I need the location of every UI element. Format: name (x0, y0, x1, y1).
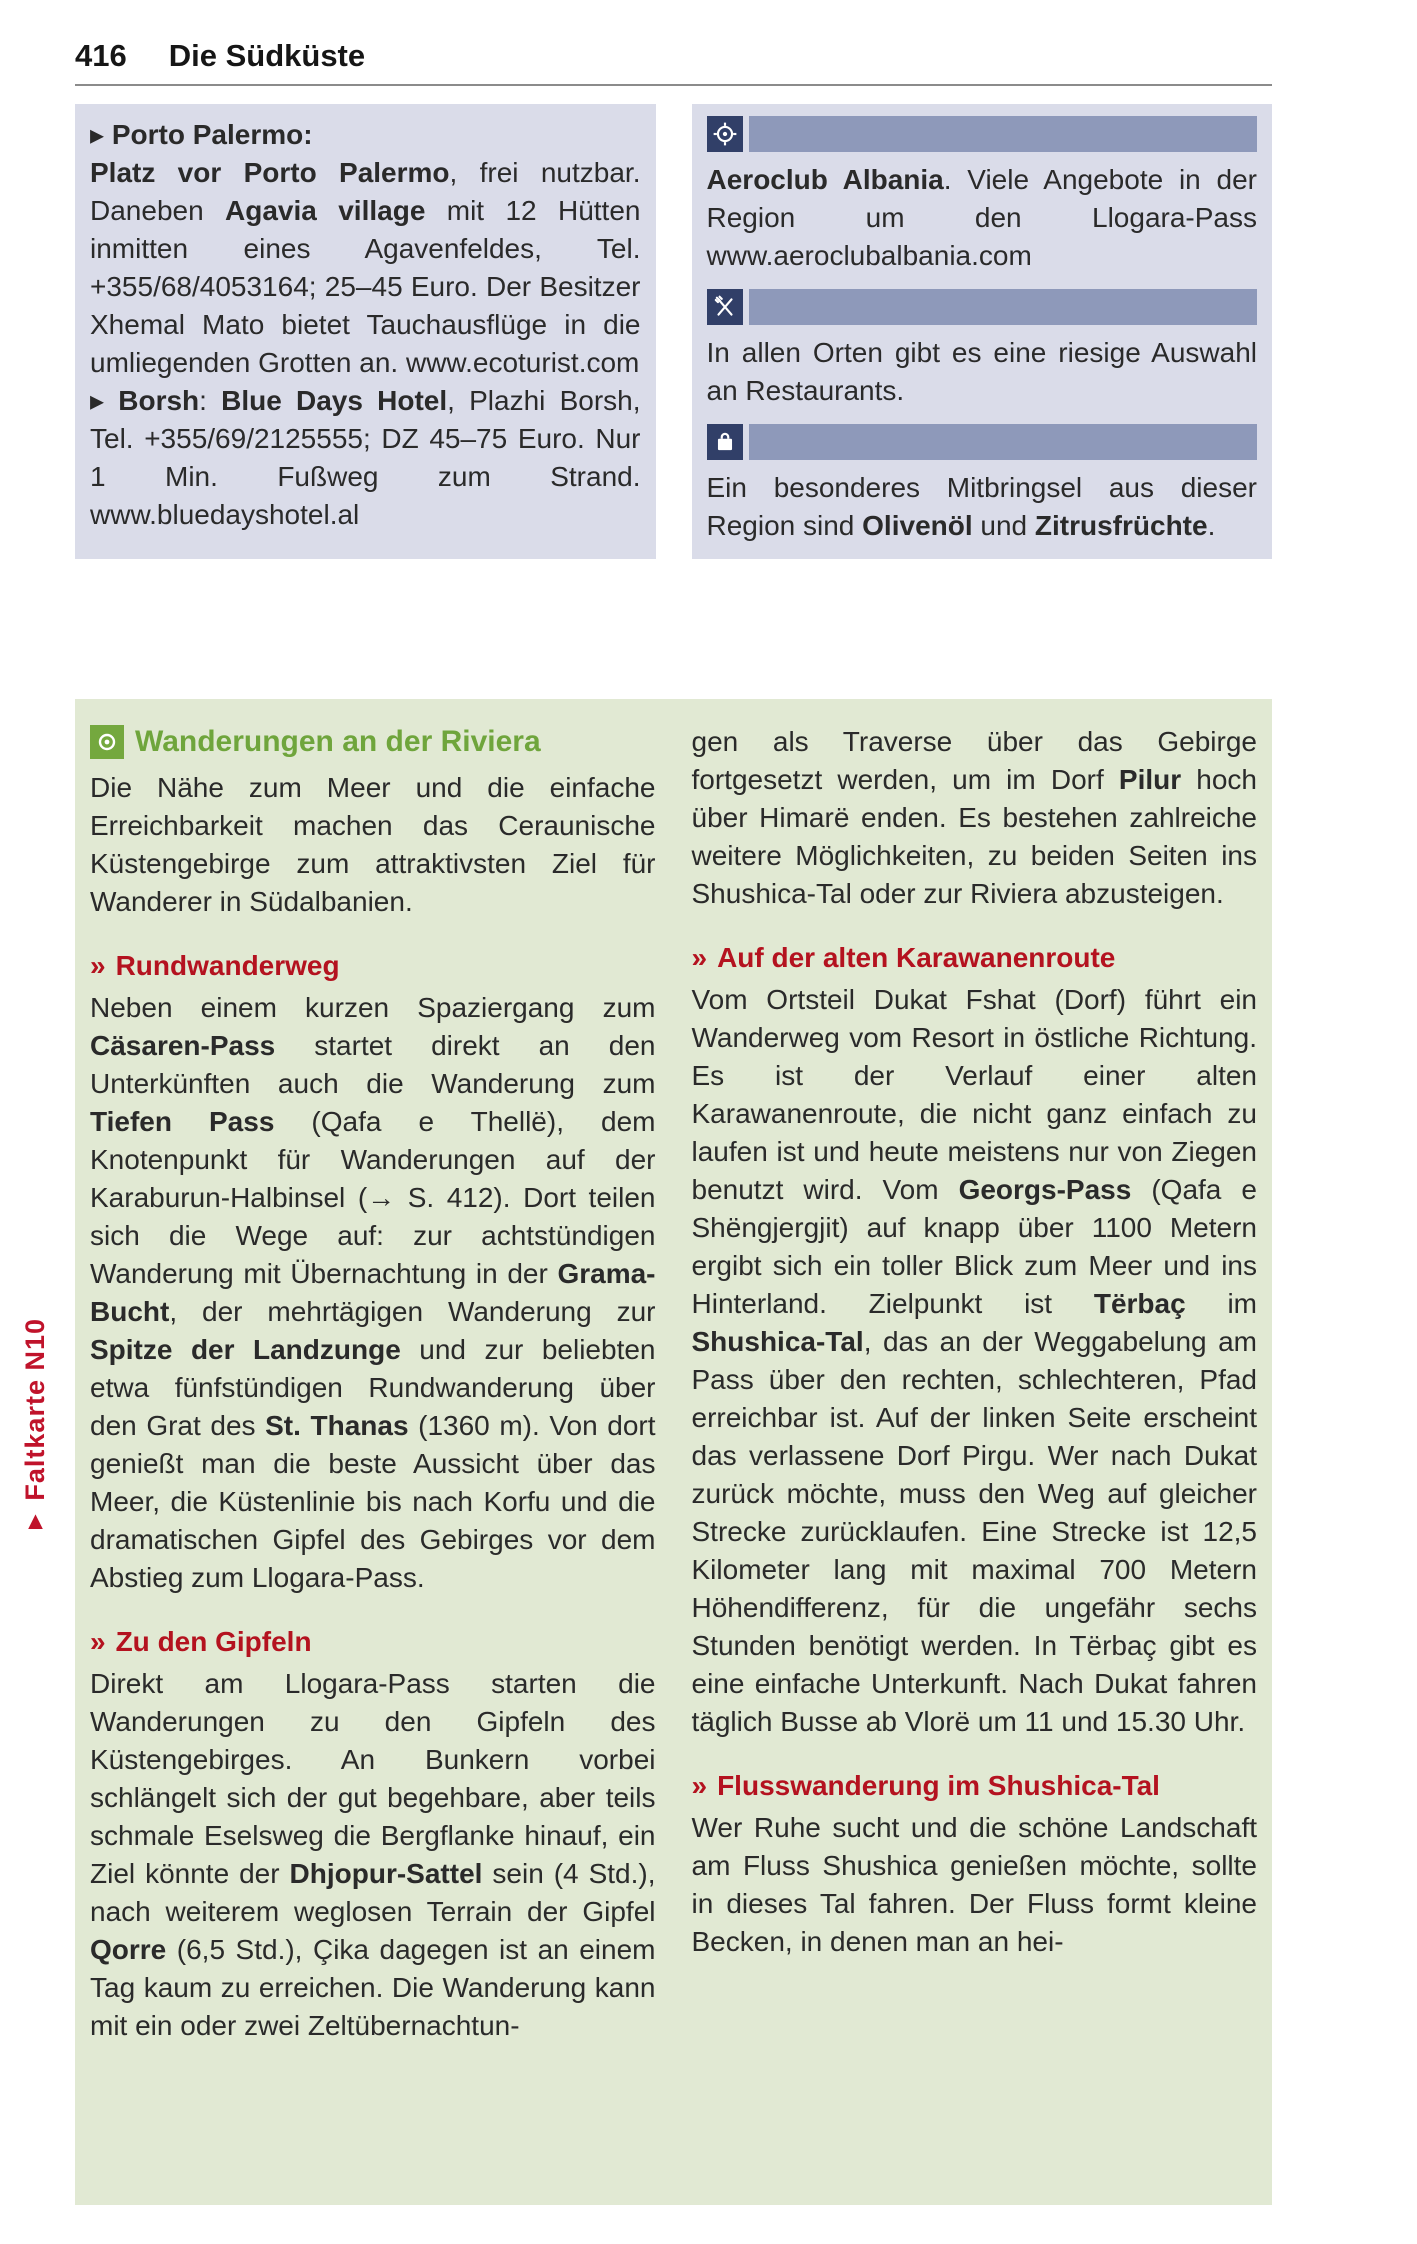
listing-entry: ▸ Borsh: Blue Days Hotel, Plazhi Borsh, Tel. +355/69/2125555; DZ 45–75 Euro. Nur 1 Min. Fußweg zum Strand. www.bluedayshotel.al (90, 385, 641, 530)
listings-section (75, 104, 1272, 559)
info-bar (749, 116, 1258, 152)
subhead-flusswanderung (692, 1767, 1258, 1805)
subhead-label: Zu den Gipfeln (115, 1626, 312, 1657)
subhead-label: Rundwanderweg (115, 950, 340, 981)
info-text: In allen Orten gibt es eine riesige Auswahl an Restaurants. (706, 337, 1257, 406)
subhead-zu-den-gipfeln (90, 1623, 656, 1661)
header-rule (75, 84, 1272, 86)
subhead-marker: » (691, 942, 708, 973)
margin-note-label: Faltkarte N10 (20, 1318, 50, 1501)
info-box (692, 104, 1273, 559)
page-title: Die Südküste (168, 38, 366, 73)
info-bar-row (707, 116, 1258, 152)
info-bar-row (707, 424, 1258, 460)
hiking-left-column (90, 723, 656, 2045)
hiking-intro: Die Nähe zum Meer und die einfache Erreichbarkeit machen das Ceraunische Küstengebirge zum attraktivsten Ziel für Wanderer in Südalbanien. (90, 772, 656, 917)
body-paragraph: Vom Ortsteil Dukat Fshat (Dorf) führt ein Wanderweg vom Resort in östliche Richtung. Es ist der Verlauf einer alten Karawanenroute, die nicht ganz einfach zu laufen ist und heute meistens nur von Ziegen benutzt wird. Vom Georgs-Pass (Qafa e Shëngjergjit) auf knapp über 1100 Metern ergibt sich ein toller Blick zum Meer und ins Hinterland. Zielpunkt ist Tërbaç im Shushica-Tal, das an der Weggabelung am Pass über den rechten, schlechteren, Pfad erreichbar ist. Auf der linken Seite erscheint das verlassene Dorf Pirgu. Wer nach Dukat zurück möchte, muss den Weg auf gleicher Strecke zurücklaufen. Eine Strecke ist 12,5 Kilometer lang mit maximal 700 Metern Höhendifferenz, für die ungefähr sechs Stunden benötigt werden. In Tërbaç gibt es eine einfache Unterkunft. Nach Dukat fahren täglich Busse ab Vlorë um 11 und 15.30 Uhr. (691, 984, 1258, 1737)
body-paragraph: Neben einem kurzen Spaziergang zum Cäsaren-Pass startet direkt an den Unterkünften auch die Wanderung zum Tiefen Pass (Qafa e Thellë), dem Knotenpunkt für Wanderungen auf der Karaburun-Halbinsel (→ S. 412). Dort teilen sich die Wege auf: zur achtstündigen Wanderung mit Übernachtung in der Grama-Bucht, der mehrtägigen Wanderung zur Spitze der Landzunge und zur beliebten etwa fünfstündigen Rundwanderung über den Grat des St. Thanas (1360 m). Von dort genießt man die beste Aussicht über das Meer, die Küstenlinie bis nach Korfu und die dramatischen Gipfel des Gebirges vor dem Abstieg zum Llogara-Pass. (90, 992, 656, 1593)
info-block-restaurants (707, 289, 1258, 410)
body-paragraph: Direkt am Llogara-Pass starten die Wanderungen zu den Gipfeln des Küstengebirges. An Bunkern vorbei schlängelt sich der gut begehbare, aber teils schmale Eselsweg die Bergflanke hinauf, ein Ziel könnte der Dhjopur-Sattel sein (4 Std.), nach weiterem weglosen Terrain der Gipfel Qorre (6,5 Std.), Çika dagegen ist an einem Tag kaum zu erreichen. Die Wanderung kann mit ein oder zwei Zeltübernachtun- (90, 1668, 656, 2041)
hiking-heading-label: Wanderungen an der Riviera (135, 725, 541, 758)
hiking-icon (90, 725, 124, 759)
map-marker-icon: ▲ (23, 1506, 48, 1535)
paragliding-icon (707, 116, 743, 152)
listing-lead: ▸ Porto Palermo: (90, 119, 313, 150)
info-block-aeroclub (707, 116, 1258, 275)
subhead-marker: » (691, 1770, 708, 1801)
info-bar (749, 424, 1258, 460)
subhead-marker: » (90, 950, 106, 981)
restaurant-icon (707, 289, 743, 325)
margin-note (20, 1318, 51, 1534)
info-bar-row (707, 289, 1258, 325)
souvenir-icon (707, 424, 743, 460)
subhead-label: Auf der alten Karawanenroute (717, 942, 1116, 973)
info-text: Aeroclub Albania. Viele Angebote in der Region um den Llogara-Pass www.aeroclubalbania.com (706, 164, 1257, 271)
body-paragraph: Wer Ruhe sucht und die schöne Landschaft am Fluss Shushica genießen möchte, sollte in dieses Tal fahren. Der Fluss formt kleine Becken, in denen man an hei- (691, 1812, 1257, 1957)
hiking-heading (90, 723, 656, 761)
subhead-marker: » (90, 1626, 106, 1657)
info-block-souvenirs (707, 424, 1258, 545)
page-header (75, 0, 1272, 74)
subhead-karawanenroute (692, 939, 1258, 977)
listing-entry: Platz vor Porto Palermo, frei nutzbar. Daneben Agavia village mit 12 Hütten inmitten eines Agavenfeldes, Tel. +355/68/4053164; 25–45 Euro. Der Besitzer Xhemal Mato bietet Tauchausflüge in die umliegenden Grotten an. www.ecoturist.com (90, 157, 641, 378)
subhead-rundwanderweg (90, 947, 656, 985)
page-content (75, 0, 1272, 2205)
body-paragraph: gen als Traverse über das Gebirge fortgesetzt werden, um im Dorf Pilur hoch über Himarë enden. Es bestehen zahlreiche weitere Möglichkeiten, zu beiden Seiten ins Shushica-Tal oder zur Riviera abzusteigen. (691, 726, 1258, 909)
subhead-label: Flusswanderung im Shushica-Tal (717, 1770, 1160, 1801)
info-text: Ein besonderes Mitbringsel aus dieser Region sind Olivenöl und Zitrusfrüchte. (706, 472, 1257, 541)
info-bar (749, 289, 1258, 325)
hiking-right-column (692, 723, 1258, 1961)
accommodation-box (75, 104, 656, 559)
page-number: 416 (75, 38, 127, 73)
hiking-section (75, 699, 1272, 2205)
